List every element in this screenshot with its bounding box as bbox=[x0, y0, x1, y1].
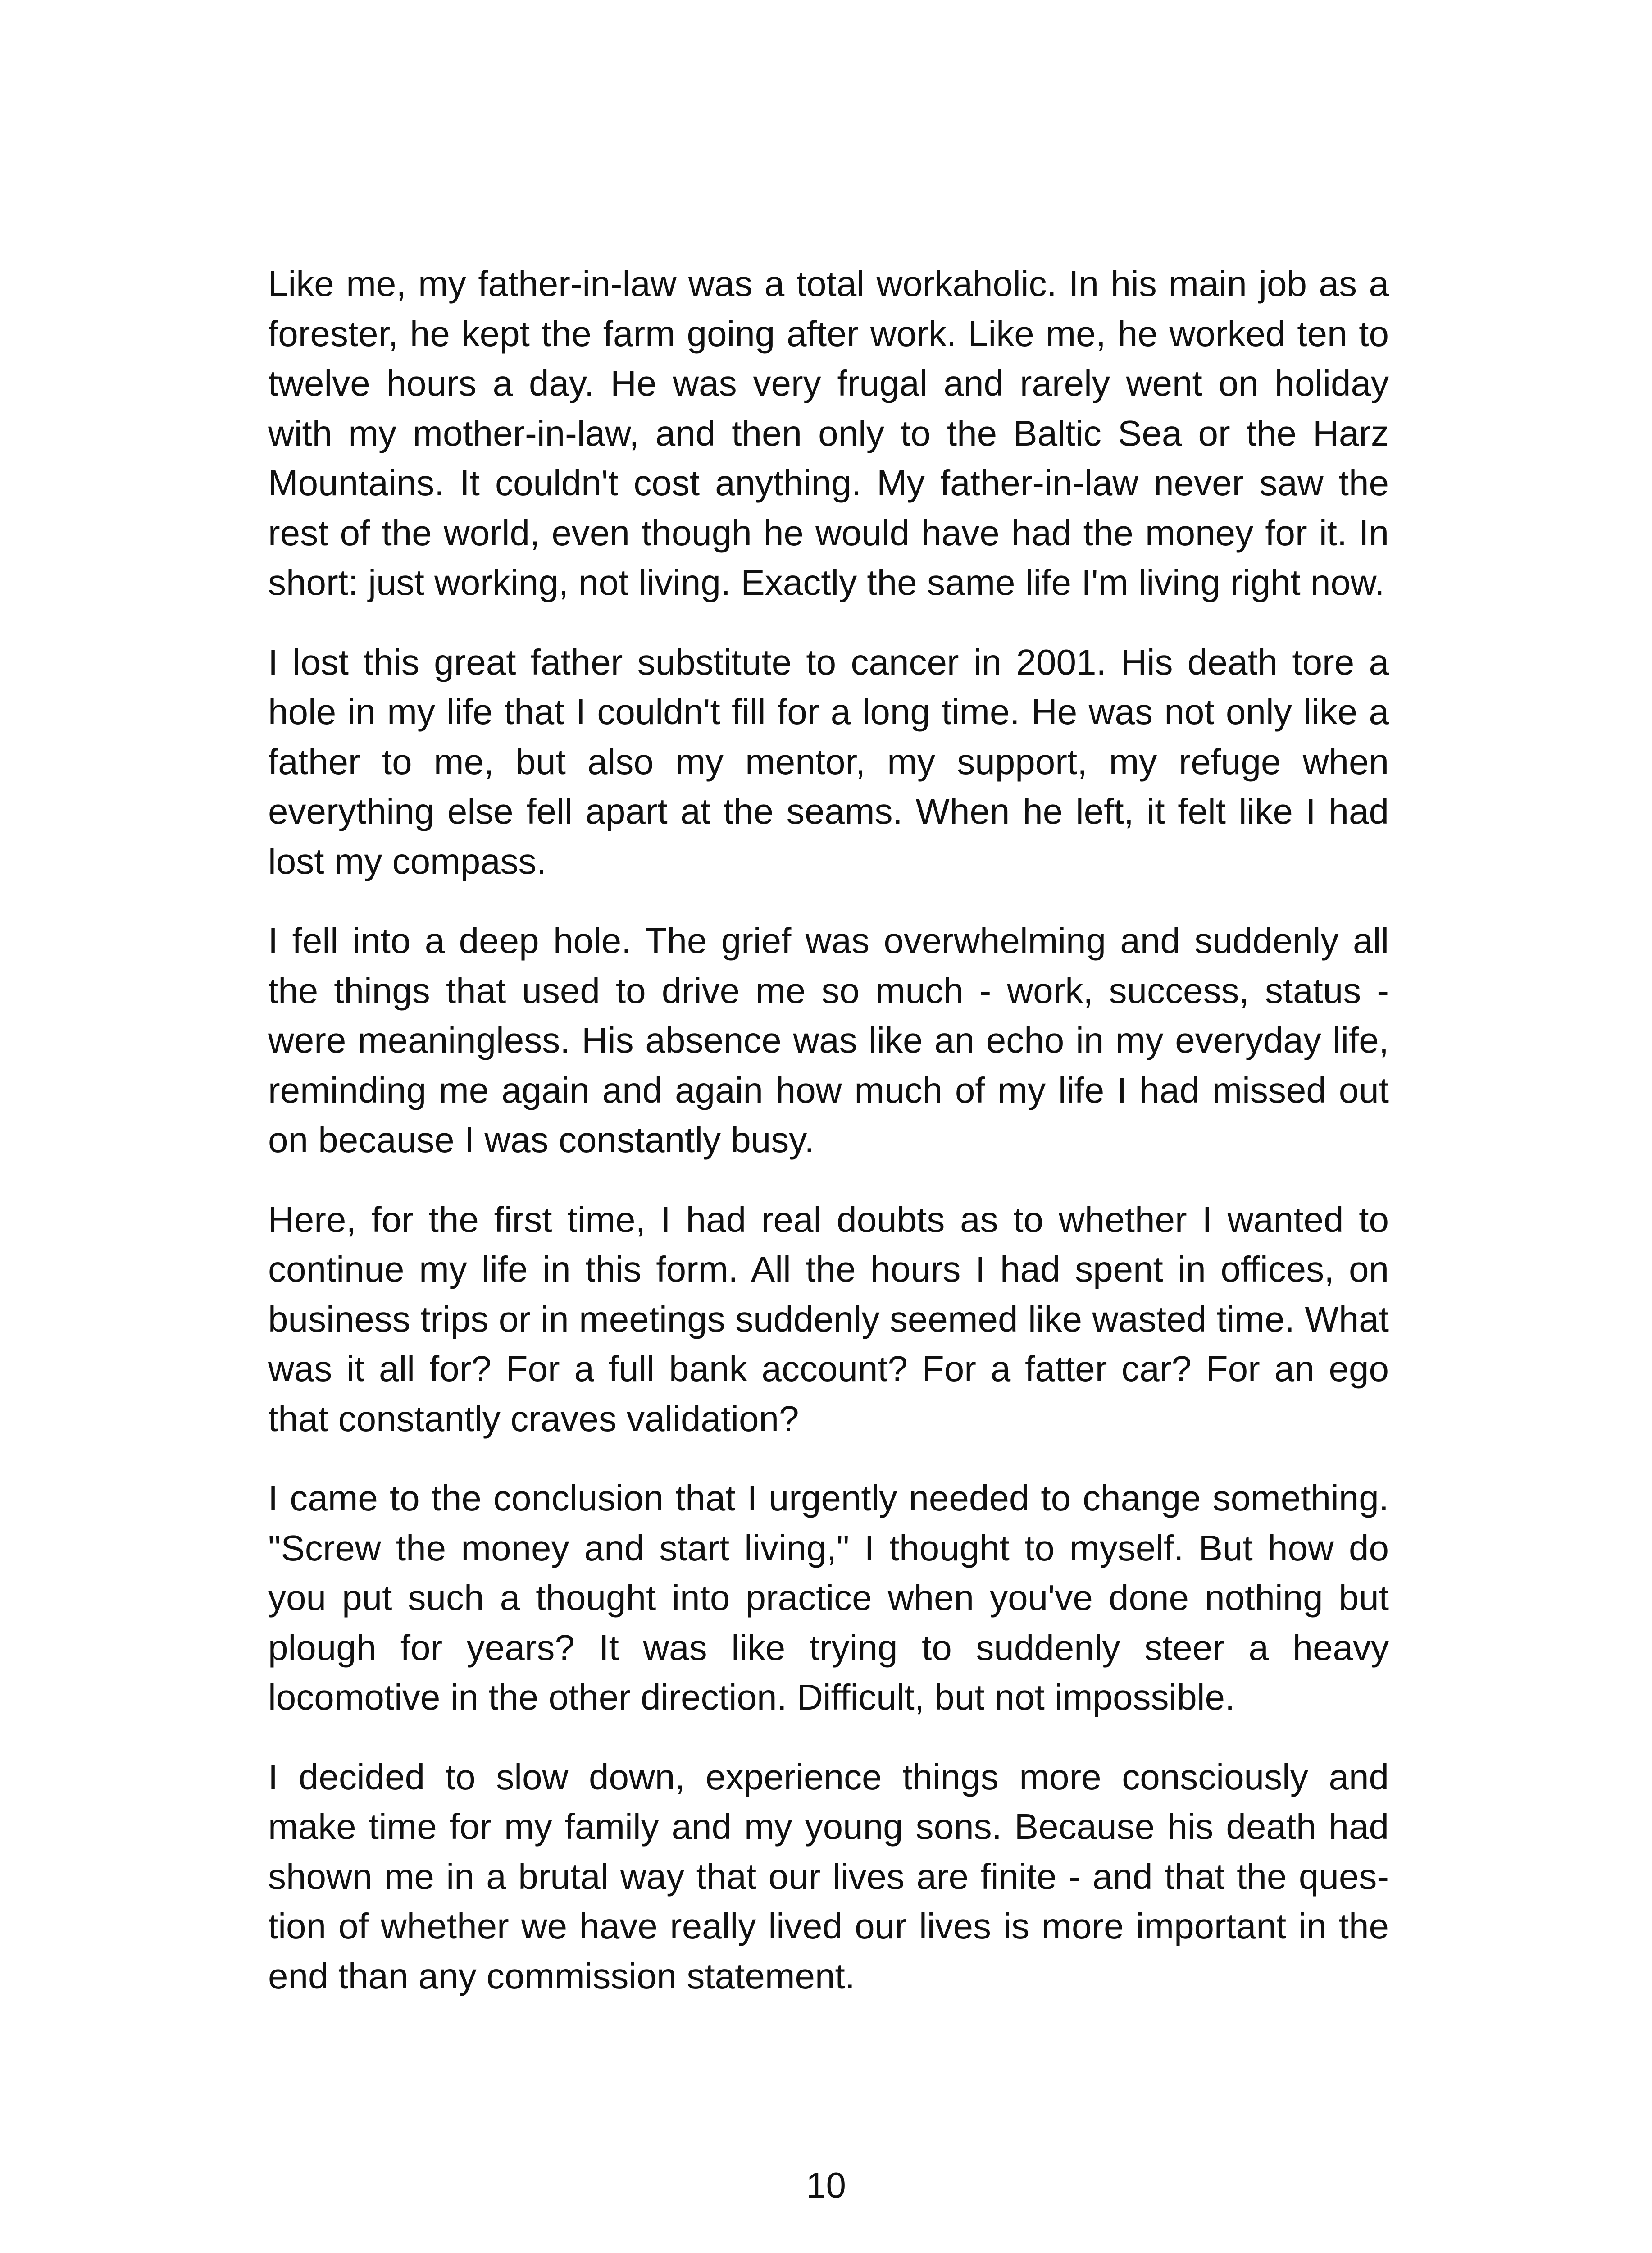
paragraph-conclusion: I came to the conclusion that I urgently needed to change something. "Screw the money and start living," I thought to myself. But how do you put such a thought into practice when you've done nothing but plough for years? It was like trying to suddenly steer a heavy locomotive in the other direction. Difficult, but not impossible. bbox=[268, 1478, 1389, 1717]
body-text bbox=[268, 259, 1389, 2001]
page-number: 10 bbox=[806, 2165, 846, 2205]
paragraph-doubts: Here, for the first time, I had real doubts as to whether I wanted to continue my life in this form. All the hours I had spent in offices, on business trips or in meetings suddenly seemed like wasted time. What was it all for? For a full bank account? For a fatter car? For an ego that constantly craves validation? bbox=[268, 1199, 1389, 1439]
paragraph-grief: I fell into a deep hole. The grief was overwhelming and suddenly all the things that used to drive me so much - work, success, status - were meaningless. His absence was like an echo in my everyday life, reminding me again and again how much of my life I had missed out on because I was constantly busy. bbox=[268, 921, 1389, 1160]
paragraph-loss-in-2001: I lost this great father substitute to cancer in 2001. His death tore a hole in my life that I couldn't fill for a long time. He was not only like a father to me, but also my mentor, my support, my refuge when everything else fell apart at the seams. When he left, it felt like I had lost my compass. bbox=[268, 642, 1389, 881]
paragraph-slow-down: I decided to slow down, experience things more consciously and make time for my family and my young sons. Because his death had shown me in a brutal way that our lives are finite - and that the question of whether we have really lived our lives is more important in the end than any commission statement. bbox=[268, 1756, 1389, 1996]
paragraph-workaholic-father-in-law: Like me, my father-in-law was a total workaholic. In his main job as a forester, he kept the farm going after work. Like me, he worked ten to twelve hours a day. He was very frugal and rarely went on holiday with my mother-in-law, and then only to the Baltic Sea or the Harz Mountains. It couldn't cost anything. My father-in-law never saw the rest of the world, even though he would have had the money for it. In short: just working, not living. Exactly the same life I'm living right now. bbox=[268, 264, 1389, 602]
